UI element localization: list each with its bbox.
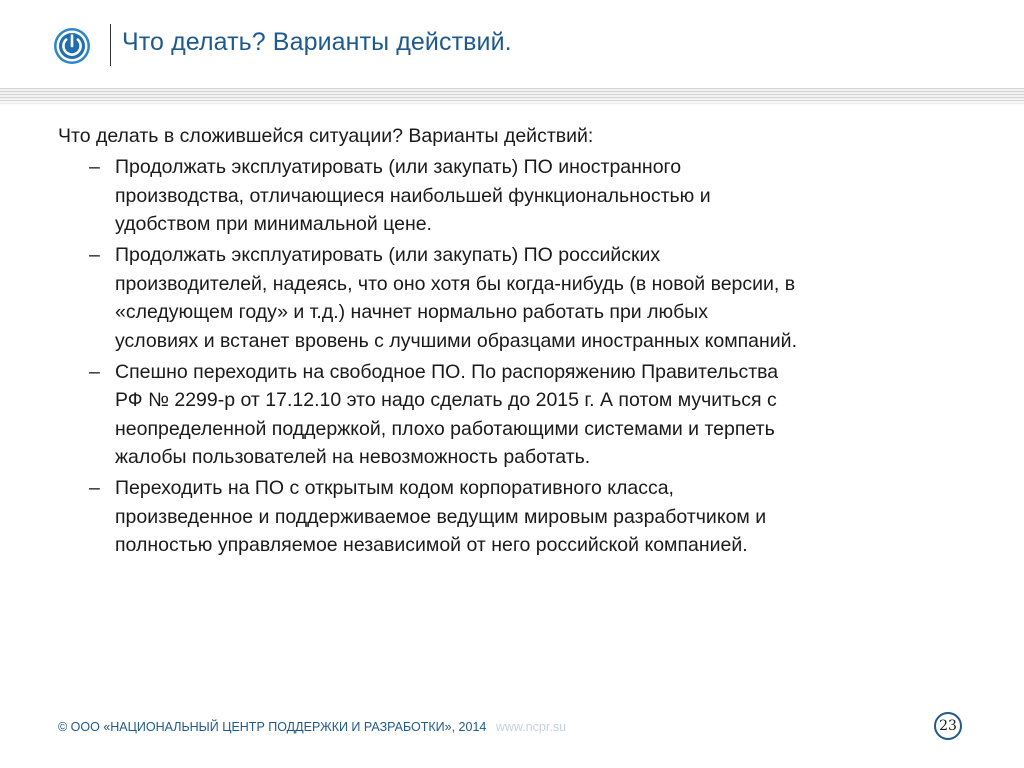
list-item (58, 241, 978, 355)
list-item (58, 153, 978, 239)
bullet-line: РФ № 2299-р от 17.12.10 это надо сделать до 2015 г. А потом мучиться с (115, 389, 777, 411)
header-stripe (0, 88, 1024, 106)
bullet-dash: – (89, 156, 100, 178)
bullet-line: Переходить на ПО с открытым кодом корпоративного класса, (115, 477, 674, 499)
bullet-line: удобством при минимальной цене. (115, 213, 432, 235)
page-number: 23 (934, 712, 962, 740)
footer (58, 720, 566, 734)
bullet-line: условиях и встанет вровень с лучшими образцами иностранных компаний. (115, 329, 797, 352)
bullet-line: Продолжать эксплуатировать (или закупать) ПО российских (115, 244, 661, 266)
slide-header (0, 0, 1024, 88)
bullet-line: Спешно переходить на свободное ПО. По распоряжению Правительства (115, 360, 779, 383)
list-item (58, 358, 978, 472)
options-list (58, 153, 978, 560)
intro-text: Что делать в сложившейся ситуации? Варианты действий: (58, 125, 594, 147)
bullet-line: жалобы пользователей на невозможность работать. (115, 446, 591, 468)
bullet-line: производства, отличающиеся наибольшей функциональностью и (115, 184, 711, 207)
slide-title: Что делать? Варианты действий. (122, 28, 512, 56)
header-divider (110, 24, 111, 66)
power-button-icon (52, 26, 92, 66)
bullet-line: Продолжать эксплуатировать (или закупать) ПО иностранного (115, 156, 682, 178)
bullet-dash: – (89, 360, 100, 383)
bullet-line: «следующем году» и т.д.) начнет нормально работать при любых (115, 301, 709, 323)
bullet-line: неопределенной поддержкой, плохо работающими системами и терпеть (115, 417, 775, 440)
bullet-line: производителей, надеясь, что оно хотя бы когда-нибудь (в новой версии, в (115, 272, 796, 295)
copyright-text: © ООО «НАЦИОНАЛЬНЫЙ ЦЕНТР ПОДДЕРЖКИ И РАЗРАБОТКИ», 2014 (58, 720, 487, 734)
list-item (58, 474, 978, 560)
bullet-line: полностью управляемое независимой от него российской компанией. (115, 534, 748, 556)
bullet-dash: – (89, 477, 100, 499)
bullet-dash: – (89, 244, 100, 266)
slide-body (58, 122, 978, 560)
bullet-line: произведенное и поддерживаемое ведущим мировым разработчиком и (115, 505, 767, 528)
website-link[interactable]: www.ncpr.su (495, 720, 567, 734)
